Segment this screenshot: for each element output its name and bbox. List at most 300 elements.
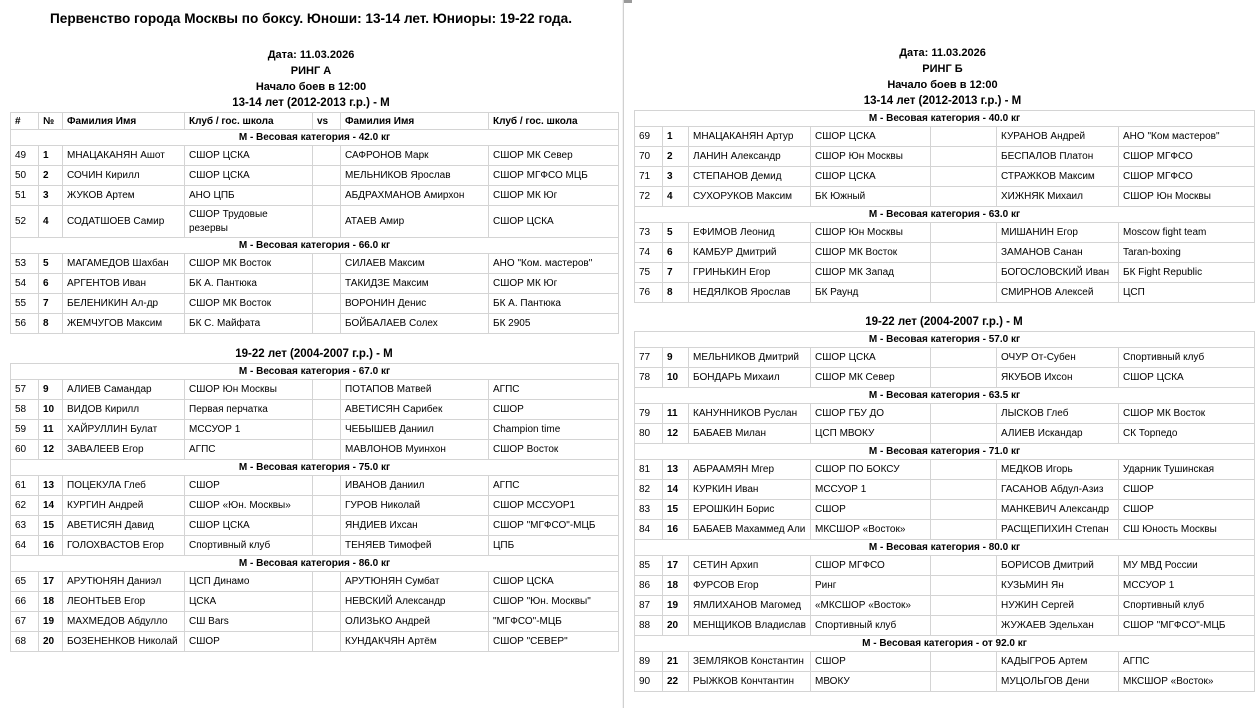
blue-corner-name: МЕЛЬНИКОВ Ярослав bbox=[341, 166, 489, 186]
blue-corner-club: СШОР ЦСКА bbox=[1119, 368, 1255, 388]
blue-corner-club: СШОР Юн Москвы bbox=[1119, 187, 1255, 207]
ring-b-seniors-table bbox=[634, 331, 1255, 692]
ring-a-seniors-table bbox=[10, 363, 619, 652]
blue-corner-name: ОЧУР От-Субен bbox=[997, 348, 1119, 368]
bout-index: 58 bbox=[11, 400, 39, 420]
bout-index: 67 bbox=[11, 612, 39, 632]
bout-number: 16 bbox=[39, 536, 63, 556]
red-corner-name: АБРААМЯН Мгер bbox=[689, 460, 811, 480]
red-corner-name: ГРИНЬКИН Егор bbox=[689, 263, 811, 283]
blue-corner-name: ТАКИДЗЕ Максим bbox=[341, 274, 489, 294]
red-corner-club: БК С. Майфата bbox=[185, 314, 313, 334]
blue-corner-name: БЕСПАЛОВ Платон bbox=[997, 147, 1119, 167]
blue-corner-name: ЛЫСКОВ Глеб bbox=[997, 404, 1119, 424]
bout-number: 9 bbox=[39, 380, 63, 400]
red-corner-name: ПОЦЕКУЛА Глеб bbox=[63, 476, 185, 496]
weight-category-label: М - Весовая категория - 63.0 кг bbox=[635, 207, 1255, 223]
bout-row bbox=[11, 186, 619, 206]
bout-index: 50 bbox=[11, 166, 39, 186]
bout-row bbox=[635, 556, 1255, 576]
bout-number: 11 bbox=[39, 420, 63, 440]
vs-cell bbox=[931, 263, 997, 283]
blue-corner-club: СК Торпедо bbox=[1119, 424, 1255, 444]
blue-corner-club: АНО "Ком. мастеров" bbox=[489, 254, 619, 274]
bout-number: 15 bbox=[663, 500, 689, 520]
bout-row bbox=[11, 274, 619, 294]
weight-category-row bbox=[11, 238, 619, 254]
red-corner-club: СШОР МК Восток bbox=[811, 243, 931, 263]
bout-row bbox=[635, 404, 1255, 424]
column-header: Клуб / гос. школа bbox=[489, 113, 619, 130]
red-corner-club: Первая перчатка bbox=[185, 400, 313, 420]
blue-corner-name: АРУТЮНЯН Сумбат bbox=[341, 572, 489, 592]
bout-row bbox=[11, 476, 619, 496]
vs-cell bbox=[931, 147, 997, 167]
vs-cell bbox=[313, 476, 341, 496]
weight-category-row bbox=[635, 332, 1255, 348]
red-corner-club: СШОР ЦСКА bbox=[185, 146, 313, 166]
blue-corner-club: СШОР МК Восток bbox=[1119, 404, 1255, 424]
bout-index: 66 bbox=[11, 592, 39, 612]
bout-number: 19 bbox=[663, 596, 689, 616]
red-corner-name: МЕНЩИКОВ Владислав bbox=[689, 616, 811, 636]
vs-cell bbox=[313, 420, 341, 440]
red-corner-club: БК А. Пантюка bbox=[185, 274, 313, 294]
vs-cell bbox=[313, 186, 341, 206]
vs-cell bbox=[313, 274, 341, 294]
red-corner-name: ФУРСОВ Егор bbox=[689, 576, 811, 596]
ring-a-age-juniors: 13-14 лет (2012-2013 г.р.) - М bbox=[232, 97, 390, 109]
bout-index: 65 bbox=[11, 572, 39, 592]
blue-corner-name: МУЦОЛЬГОВ Дени bbox=[997, 672, 1119, 692]
weight-category-row bbox=[635, 388, 1255, 404]
red-corner-club: СШОР ЦСКА bbox=[185, 166, 313, 186]
weight-category-row bbox=[635, 207, 1255, 223]
red-corner-name: МАГАМЕДОВ Шахбан bbox=[63, 254, 185, 274]
bout-row bbox=[11, 380, 619, 400]
bout-number: 7 bbox=[39, 294, 63, 314]
ring-b-header bbox=[624, 45, 1260, 109]
bout-number: 20 bbox=[39, 632, 63, 652]
red-corner-club: Ринг bbox=[811, 576, 931, 596]
bout-index: 88 bbox=[635, 616, 663, 636]
blue-corner-name: БОГОСЛОВСКИЙ Иван bbox=[997, 263, 1119, 283]
bout-row bbox=[635, 167, 1255, 187]
bout-number: 11 bbox=[663, 404, 689, 424]
red-corner-club: СШОР Юн Москвы bbox=[811, 223, 931, 243]
red-corner-name: ЛАНИН Александр bbox=[689, 147, 811, 167]
bout-index: 82 bbox=[635, 480, 663, 500]
blue-corner-club: Ударник Тушинская bbox=[1119, 460, 1255, 480]
red-corner-club: СШОР bbox=[811, 652, 931, 672]
bout-number: 6 bbox=[39, 274, 63, 294]
bout-row bbox=[11, 294, 619, 314]
blue-corner-club: СШОР "МГФСО"-МЦБ bbox=[1119, 616, 1255, 636]
blue-corner-name: МИШАНИН Егор bbox=[997, 223, 1119, 243]
blue-corner-name: КАДЫГРОБ Артем bbox=[997, 652, 1119, 672]
vs-cell bbox=[931, 187, 997, 207]
bout-index: 64 bbox=[11, 536, 39, 556]
blue-corner-club: БК А. Пантюка bbox=[489, 294, 619, 314]
bout-row bbox=[11, 592, 619, 612]
blue-corner-name: БОРИСОВ Дмитрий bbox=[997, 556, 1119, 576]
bout-number: 12 bbox=[663, 424, 689, 444]
red-corner-name: МНАЦАКАНЯН Артур bbox=[689, 127, 811, 147]
bout-row bbox=[11, 314, 619, 334]
bout-row bbox=[635, 147, 1255, 167]
column-header: # bbox=[11, 113, 39, 130]
bout-index: 84 bbox=[635, 520, 663, 540]
blue-corner-name: КУНДАКЧЯН Артём bbox=[341, 632, 489, 652]
red-corner-club: СШОР МК Восток bbox=[185, 294, 313, 314]
bout-row bbox=[11, 440, 619, 460]
blue-corner-club: МКСШОР «Восток» bbox=[1119, 672, 1255, 692]
red-corner-name: ЗЕМЛЯКОВ Константин bbox=[689, 652, 811, 672]
blue-corner-name: ЯНДИЕВ Ихсан bbox=[341, 516, 489, 536]
blue-corner-name: ИВАНОВ Даниил bbox=[341, 476, 489, 496]
vs-cell bbox=[931, 223, 997, 243]
blue-corner-club: СШОР ЦСКА bbox=[489, 206, 619, 238]
blue-corner-name: ГАСАНОВ Абдул-Азиз bbox=[997, 480, 1119, 500]
blue-corner-name: КУРАНОВ Андрей bbox=[997, 127, 1119, 147]
red-corner-name: ВИДОВ Кирилл bbox=[63, 400, 185, 420]
bout-index: 72 bbox=[635, 187, 663, 207]
bout-row bbox=[635, 283, 1255, 303]
vs-cell bbox=[931, 424, 997, 444]
bout-index: 74 bbox=[635, 243, 663, 263]
red-corner-club: МССУОР 1 bbox=[185, 420, 313, 440]
red-corner-name: КАНУННИКОВ Руслан bbox=[689, 404, 811, 424]
bout-row bbox=[635, 652, 1255, 672]
red-corner-name: ЯМЛИХАНОВ Магомед bbox=[689, 596, 811, 616]
ring-a-juniors-table bbox=[10, 112, 619, 334]
vs-cell bbox=[931, 283, 997, 303]
blue-corner-club: СШОР ЦСКА bbox=[489, 572, 619, 592]
red-corner-name: СОДАТШОЕВ Самир bbox=[63, 206, 185, 238]
red-corner-name: ХАЙРУЛЛИН Булат bbox=[63, 420, 185, 440]
bout-index: 85 bbox=[635, 556, 663, 576]
ring-a-start-time: Начало боев в 12:00 bbox=[255, 81, 367, 93]
weight-category-row bbox=[11, 364, 619, 380]
red-corner-name: НЕДЯЛКОВ Ярослав bbox=[689, 283, 811, 303]
blue-corner-club: СШОР МГФСО bbox=[1119, 167, 1255, 187]
red-corner-name: ГОЛОХВАСТОВ Егор bbox=[63, 536, 185, 556]
blue-corner-club: СШОР МК Юг bbox=[489, 274, 619, 294]
bout-index: 73 bbox=[635, 223, 663, 243]
bout-row bbox=[635, 576, 1255, 596]
vs-cell bbox=[313, 146, 341, 166]
red-corner-club: ЦСКА bbox=[185, 592, 313, 612]
blue-corner-name: ГУРОВ Николай bbox=[341, 496, 489, 516]
bout-row bbox=[635, 368, 1255, 388]
red-corner-name: ЕФИМОВ Леонид bbox=[689, 223, 811, 243]
bout-number: 5 bbox=[663, 223, 689, 243]
blue-corner-name: МАВЛОНОВ Муинхон bbox=[341, 440, 489, 460]
bout-index: 68 bbox=[11, 632, 39, 652]
red-corner-name: БЕЛЕНИКИН Ал-др bbox=[63, 294, 185, 314]
bout-number: 19 bbox=[39, 612, 63, 632]
blue-corner-club: Спортивный клуб bbox=[1119, 596, 1255, 616]
weight-category-row bbox=[635, 540, 1255, 556]
bout-index: 59 bbox=[11, 420, 39, 440]
vs-cell bbox=[931, 596, 997, 616]
red-corner-club: СШОР ЦСКА bbox=[811, 127, 931, 147]
ring-b-date: Дата: 11.03.2026 bbox=[899, 47, 986, 59]
weight-category-row bbox=[635, 111, 1255, 127]
bout-index: 54 bbox=[11, 274, 39, 294]
bout-number: 13 bbox=[663, 460, 689, 480]
ring-b-age-seniors: 19-22 лет (2004-2007 г.р.) - М bbox=[865, 316, 1023, 328]
blue-corner-name: СТРАЖКОВ Максим bbox=[997, 167, 1119, 187]
bout-index: 57 bbox=[11, 380, 39, 400]
blue-corner-club: АГПС bbox=[1119, 652, 1255, 672]
bout-row bbox=[635, 596, 1255, 616]
bout-index: 89 bbox=[635, 652, 663, 672]
blue-corner-name: РАСЩЕПИХИН Степан bbox=[997, 520, 1119, 540]
blue-corner-club: СШОР МГФСО bbox=[1119, 147, 1255, 167]
bout-index: 81 bbox=[635, 460, 663, 480]
weight-category-label: М - Весовая категория - 71.0 кг bbox=[635, 444, 1255, 460]
blue-corner-club: Moscow fight team bbox=[1119, 223, 1255, 243]
blue-corner-name: НУЖИН Сергей bbox=[997, 596, 1119, 616]
blue-corner-club: ЦСП bbox=[1119, 283, 1255, 303]
table-header-row bbox=[11, 113, 619, 130]
blue-corner-club: Champion time bbox=[489, 420, 619, 440]
red-corner-club: СШОР Юн Москвы bbox=[185, 380, 313, 400]
bout-number: 2 bbox=[663, 147, 689, 167]
blue-corner-name: ЯКУБОВ Ихсон bbox=[997, 368, 1119, 388]
bout-row bbox=[11, 146, 619, 166]
red-corner-name: ЗАВАЛЕЕВ Егор bbox=[63, 440, 185, 460]
vs-cell bbox=[313, 440, 341, 460]
bout-row bbox=[635, 424, 1255, 444]
blue-corner-club: СШОР bbox=[489, 400, 619, 420]
bout-number: 1 bbox=[663, 127, 689, 147]
vs-cell bbox=[313, 254, 341, 274]
bout-number: 4 bbox=[39, 206, 63, 238]
red-corner-club: МКСШОР «Восток» bbox=[811, 520, 931, 540]
ring-b-age-juniors: 13-14 лет (2012-2013 г.р.) - М bbox=[863, 95, 1022, 107]
blue-corner-name: АЛИЕВ Искандар bbox=[997, 424, 1119, 444]
bout-number: 14 bbox=[39, 496, 63, 516]
ring-a-date: Дата: 11.03.2026 bbox=[267, 49, 355, 61]
ring-b-start-time: Начало боев в 12:00 bbox=[887, 79, 998, 91]
red-corner-name: СЕТИН Архип bbox=[689, 556, 811, 576]
red-corner-club: СШОР ПО БОКСУ bbox=[811, 460, 931, 480]
red-corner-name: БАБАЕВ Милан bbox=[689, 424, 811, 444]
red-corner-name: АВЕТИСЯН Давид bbox=[63, 516, 185, 536]
bout-row bbox=[635, 127, 1255, 147]
blue-corner-club: СШОР МГФСО МЦБ bbox=[489, 166, 619, 186]
blue-corner-name: ЖУЖАЕВ Эдельхан bbox=[997, 616, 1119, 636]
red-corner-name: МАХМЕДОВ Абдулло bbox=[63, 612, 185, 632]
bout-number: 2 bbox=[39, 166, 63, 186]
vs-cell bbox=[931, 404, 997, 424]
bout-row bbox=[11, 536, 619, 556]
red-corner-name: ЛЕОНТЬЕВ Егор bbox=[63, 592, 185, 612]
vs-cell bbox=[931, 167, 997, 187]
bout-number: 8 bbox=[39, 314, 63, 334]
bout-index: 71 bbox=[635, 167, 663, 187]
red-corner-name: АЛИЕВ Самандар bbox=[63, 380, 185, 400]
ring-b-name: РИНГ Б bbox=[922, 63, 963, 75]
blue-corner-name: ЧЕБЫШЕВ Даниил bbox=[341, 420, 489, 440]
vs-cell bbox=[931, 520, 997, 540]
red-corner-club: СШОР ЦСКА bbox=[185, 516, 313, 536]
blue-corner-club: АГПС bbox=[489, 476, 619, 496]
blue-corner-name: ХИЖНЯК Михаил bbox=[997, 187, 1119, 207]
bout-number: 16 bbox=[663, 520, 689, 540]
red-corner-club: СШ Bars bbox=[185, 612, 313, 632]
blue-corner-club: Taran-boxing bbox=[1119, 243, 1255, 263]
vs-cell bbox=[313, 572, 341, 592]
vs-cell bbox=[931, 243, 997, 263]
bout-index: 53 bbox=[11, 254, 39, 274]
column-header: Фамилия Имя bbox=[63, 113, 185, 130]
column-header: Фамилия Имя bbox=[341, 113, 489, 130]
red-corner-club: СШОР bbox=[185, 476, 313, 496]
red-corner-name: КУРКИН Иван bbox=[689, 480, 811, 500]
red-corner-name: КУРГИН Андрей bbox=[63, 496, 185, 516]
bout-index: 61 bbox=[11, 476, 39, 496]
red-corner-name: БОНДАРЬ Михаил bbox=[689, 368, 811, 388]
red-corner-club: БК Южный bbox=[811, 187, 931, 207]
blue-corner-club: ЦПБ bbox=[489, 536, 619, 556]
blue-corner-name: МЕДКОВ Игорь bbox=[997, 460, 1119, 480]
bout-index: 75 bbox=[635, 263, 663, 283]
weight-category-label: М - Весовая категория - 75.0 кг bbox=[11, 460, 619, 476]
bout-number: 5 bbox=[39, 254, 63, 274]
blue-corner-club: СШОР "МГФСО"-МЦБ bbox=[489, 516, 619, 536]
blue-corner-club: СШОР МССУОР1 bbox=[489, 496, 619, 516]
weight-category-label: М - Весовая категория - 80.0 кг bbox=[635, 540, 1255, 556]
blue-corner-name: АТАЕВ Амир bbox=[341, 206, 489, 238]
bout-number: 3 bbox=[39, 186, 63, 206]
blue-corner-name: ЗАМАНОВ Санан bbox=[997, 243, 1119, 263]
bout-index: 76 bbox=[635, 283, 663, 303]
vs-cell bbox=[313, 206, 341, 238]
blue-corner-club: СШОР Восток bbox=[489, 440, 619, 460]
red-corner-club: СШОР ЦСКА bbox=[811, 348, 931, 368]
window-edge-marker bbox=[624, 0, 632, 3]
blue-corner-name: ТЕНЯЕВ Тимофей bbox=[341, 536, 489, 556]
red-corner-name: АРГЕНТОВ Иван bbox=[63, 274, 185, 294]
bout-index: 77 bbox=[635, 348, 663, 368]
weight-category-label: М - Весовая категория - 57.0 кг bbox=[635, 332, 1255, 348]
red-corner-name: БАБАЕВ Махаммед Али bbox=[689, 520, 811, 540]
weight-category-label: М - Весовая категория - 42.0 кг bbox=[11, 130, 619, 146]
bout-number: 3 bbox=[663, 167, 689, 187]
bout-number: 21 bbox=[663, 652, 689, 672]
bout-index: 69 bbox=[635, 127, 663, 147]
bout-index: 86 bbox=[635, 576, 663, 596]
bout-index: 83 bbox=[635, 500, 663, 520]
bout-number: 17 bbox=[663, 556, 689, 576]
bout-row bbox=[11, 612, 619, 632]
red-corner-name: КАМБУР Дмитрий bbox=[689, 243, 811, 263]
ring-a-page bbox=[0, 0, 622, 708]
bout-index: 55 bbox=[11, 294, 39, 314]
blue-corner-club: СШОР bbox=[1119, 480, 1255, 500]
red-corner-name: СТЕПАНОВ Демид bbox=[689, 167, 811, 187]
blue-corner-name: АБДРАХМАНОВ Амирхон bbox=[341, 186, 489, 206]
bout-index: 80 bbox=[635, 424, 663, 444]
blue-corner-name: КУЗЬМИН Ян bbox=[997, 576, 1119, 596]
blue-corner-club: СШОР МК Юг bbox=[489, 186, 619, 206]
blue-corner-club: Спортивный клуб bbox=[1119, 348, 1255, 368]
blue-corner-club: МУ МВД России bbox=[1119, 556, 1255, 576]
column-header: Клуб / гос. школа bbox=[185, 113, 313, 130]
bout-index: 78 bbox=[635, 368, 663, 388]
bout-number: 15 bbox=[39, 516, 63, 536]
blue-corner-club: МССУОР 1 bbox=[1119, 576, 1255, 596]
vs-cell bbox=[931, 616, 997, 636]
weight-category-label: М - Весовая категория - от 92.0 кг bbox=[635, 636, 1255, 652]
blue-corner-club: БК Fight Republic bbox=[1119, 263, 1255, 283]
bout-number: 10 bbox=[663, 368, 689, 388]
vs-cell bbox=[931, 652, 997, 672]
vs-cell bbox=[313, 536, 341, 556]
red-corner-club: СШОР bbox=[185, 632, 313, 652]
red-corner-name: СУХОРУКОВ Максим bbox=[689, 187, 811, 207]
weight-category-label: М - Весовая категория - 66.0 кг bbox=[11, 238, 619, 254]
bout-index: 70 bbox=[635, 147, 663, 167]
blue-corner-club: СШОР "СЕВЕР" bbox=[489, 632, 619, 652]
blue-corner-club: СШОР "Юн. Москвы" bbox=[489, 592, 619, 612]
red-corner-club: ЦСП МВОКУ bbox=[811, 424, 931, 444]
red-corner-name: РЫЖКОВ Кончтантин bbox=[689, 672, 811, 692]
red-corner-club: АНО ЦПБ bbox=[185, 186, 313, 206]
vs-cell bbox=[313, 314, 341, 334]
weight-category-row bbox=[11, 460, 619, 476]
document-title: Первенство города Москвы по боксу. Юноши: 13-14 лет. Юниоры: 19-22 года. bbox=[49, 11, 573, 26]
bout-number: 6 bbox=[663, 243, 689, 263]
bout-number: 13 bbox=[39, 476, 63, 496]
bout-row bbox=[11, 400, 619, 420]
vs-cell bbox=[313, 592, 341, 612]
vs-cell bbox=[931, 480, 997, 500]
bout-index: 90 bbox=[635, 672, 663, 692]
vs-cell bbox=[931, 576, 997, 596]
bout-row bbox=[635, 348, 1255, 368]
blue-corner-club: АНО "Ком мастеров" bbox=[1119, 127, 1255, 147]
red-corner-club: СШОР «Юн. Москвы» bbox=[185, 496, 313, 516]
bout-number: 4 bbox=[663, 187, 689, 207]
red-corner-club: Спортивный клуб bbox=[811, 616, 931, 636]
bout-number: 12 bbox=[39, 440, 63, 460]
bout-row bbox=[635, 223, 1255, 243]
bout-row bbox=[11, 166, 619, 186]
weight-category-label: М - Весовая категория - 86.0 кг bbox=[11, 556, 619, 572]
ring-a-name: РИНГ А bbox=[290, 65, 332, 77]
bout-row bbox=[11, 632, 619, 652]
red-corner-name: ЖУКОВ Артем bbox=[63, 186, 185, 206]
bout-row bbox=[11, 254, 619, 274]
red-corner-club: «МКСШОР «Восток» bbox=[811, 596, 931, 616]
red-corner-club: СШОР МГФСО bbox=[811, 556, 931, 576]
vs-cell bbox=[313, 380, 341, 400]
bout-index: 87 bbox=[635, 596, 663, 616]
vs-cell bbox=[313, 294, 341, 314]
vs-cell bbox=[931, 500, 997, 520]
bout-number: 14 bbox=[663, 480, 689, 500]
bout-row bbox=[11, 206, 619, 238]
bout-index: 79 bbox=[635, 404, 663, 424]
red-corner-club: СШОР Юн Москвы bbox=[811, 147, 931, 167]
bout-number: 18 bbox=[39, 592, 63, 612]
bout-number: 8 bbox=[663, 283, 689, 303]
bout-row bbox=[635, 520, 1255, 540]
